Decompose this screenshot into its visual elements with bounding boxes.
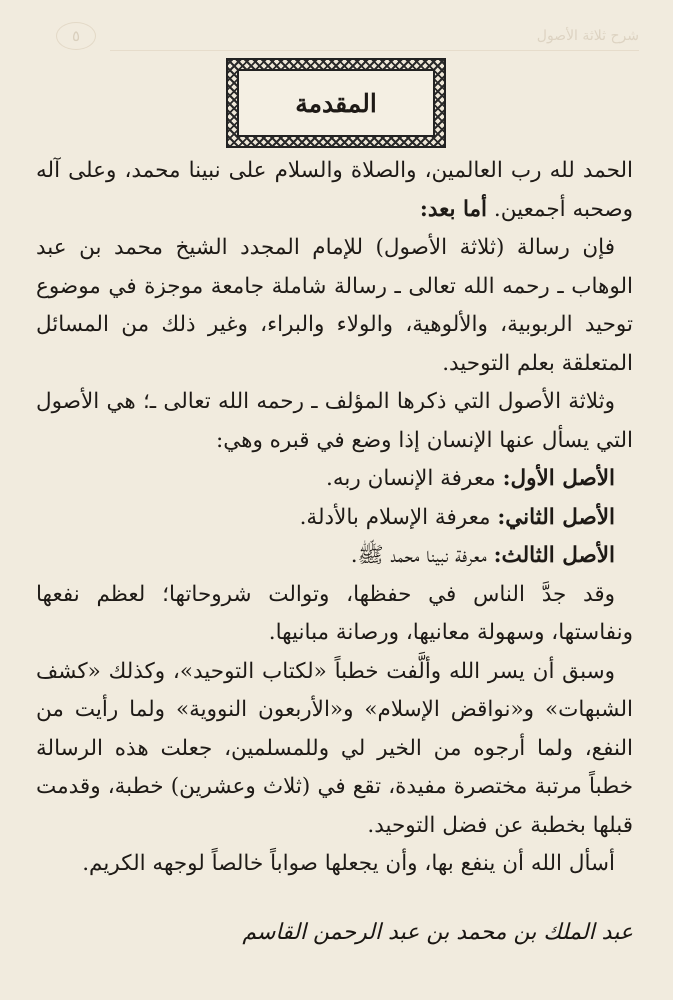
paragraph-opening: [36, 152, 633, 229]
amma-baad: أما بعد:: [419, 196, 488, 222]
page-number: ٥: [56, 22, 96, 50]
principle-label: الأصل الثالث:: [493, 543, 615, 568]
running-header: شرح ثلاثة الأصول: [110, 28, 639, 51]
paragraph: وثلاثة الأصول التي ذكرها المؤلف ـ رحمه الله تعالى ـ؛ هي الأصول التي يسأل عنها الإنسان إذا وضع في قبره وهي:: [36, 389, 633, 453]
paragraph: فإن رسالة (ثلاثة الأصول) للإمام المجدد الشيخ محمد بن عبد الوهاب ـ رحمه الله تعالى ـ رسالة شاملة جامعة موجزة في موضوع توحيد الربوبية، والألوهية، والولاء والبراء، وغير ذلك من المسائل المتعلقة بعلم التوحيد.: [36, 235, 633, 376]
opening-text: الحمد لله رب العالمين، والصلاة والسلام على نبينا محمد، وعلى آله وصحبه أجمعين.: [36, 158, 633, 222]
principle-text: معرفة الإنسان ربه.: [326, 466, 496, 491]
principle-label: الأصل الأول:: [502, 466, 615, 491]
chapter-title: المقدمة: [237, 69, 435, 137]
paragraph: وسبق أن يسر الله وألَّفت خطباً «لكتاب التوحيد»، وكذلك «كشف الشبهات» و«نواقض الإسلام» و«الأربعون النووية» ولما رأيت من النفع، ولما أرجوه من الخير لي وللمسلمين، جعلت هذه الرسالة خطباً مرتبة مختصرة مفيدة، تقع في (ثلاث وعشرين) خطبة، وقدمت قبلها بخطبة عن فضل التوحيد.: [36, 658, 633, 838]
principle-text: معرفة نبينا محمد ﷺ.: [350, 543, 487, 568]
principle-first: [36, 460, 633, 499]
principle-third: [36, 537, 633, 576]
author-signature: عبد الملك بن محمد بن عبد الرحمن القاسم: [242, 920, 633, 945]
main-text: [36, 152, 633, 884]
paragraph: أسأل الله أن ينفع بها، وأن يجعلها صواباً خالصاً لوجهه الكريم.: [82, 851, 615, 876]
paragraph: وقد جدَّ الناس في حفظها، وتوالت شروحاتها؛ لعظم نفعها ونفاستها، وسهولة معانيها، ورصانة مبانيها.: [36, 581, 633, 645]
principle-text: معرفة الإسلام بالأدلة.: [299, 504, 491, 530]
title-ornament-frame: [226, 58, 446, 148]
principle-second: [36, 499, 633, 538]
principle-label: الأصل الثاني:: [497, 504, 615, 530]
